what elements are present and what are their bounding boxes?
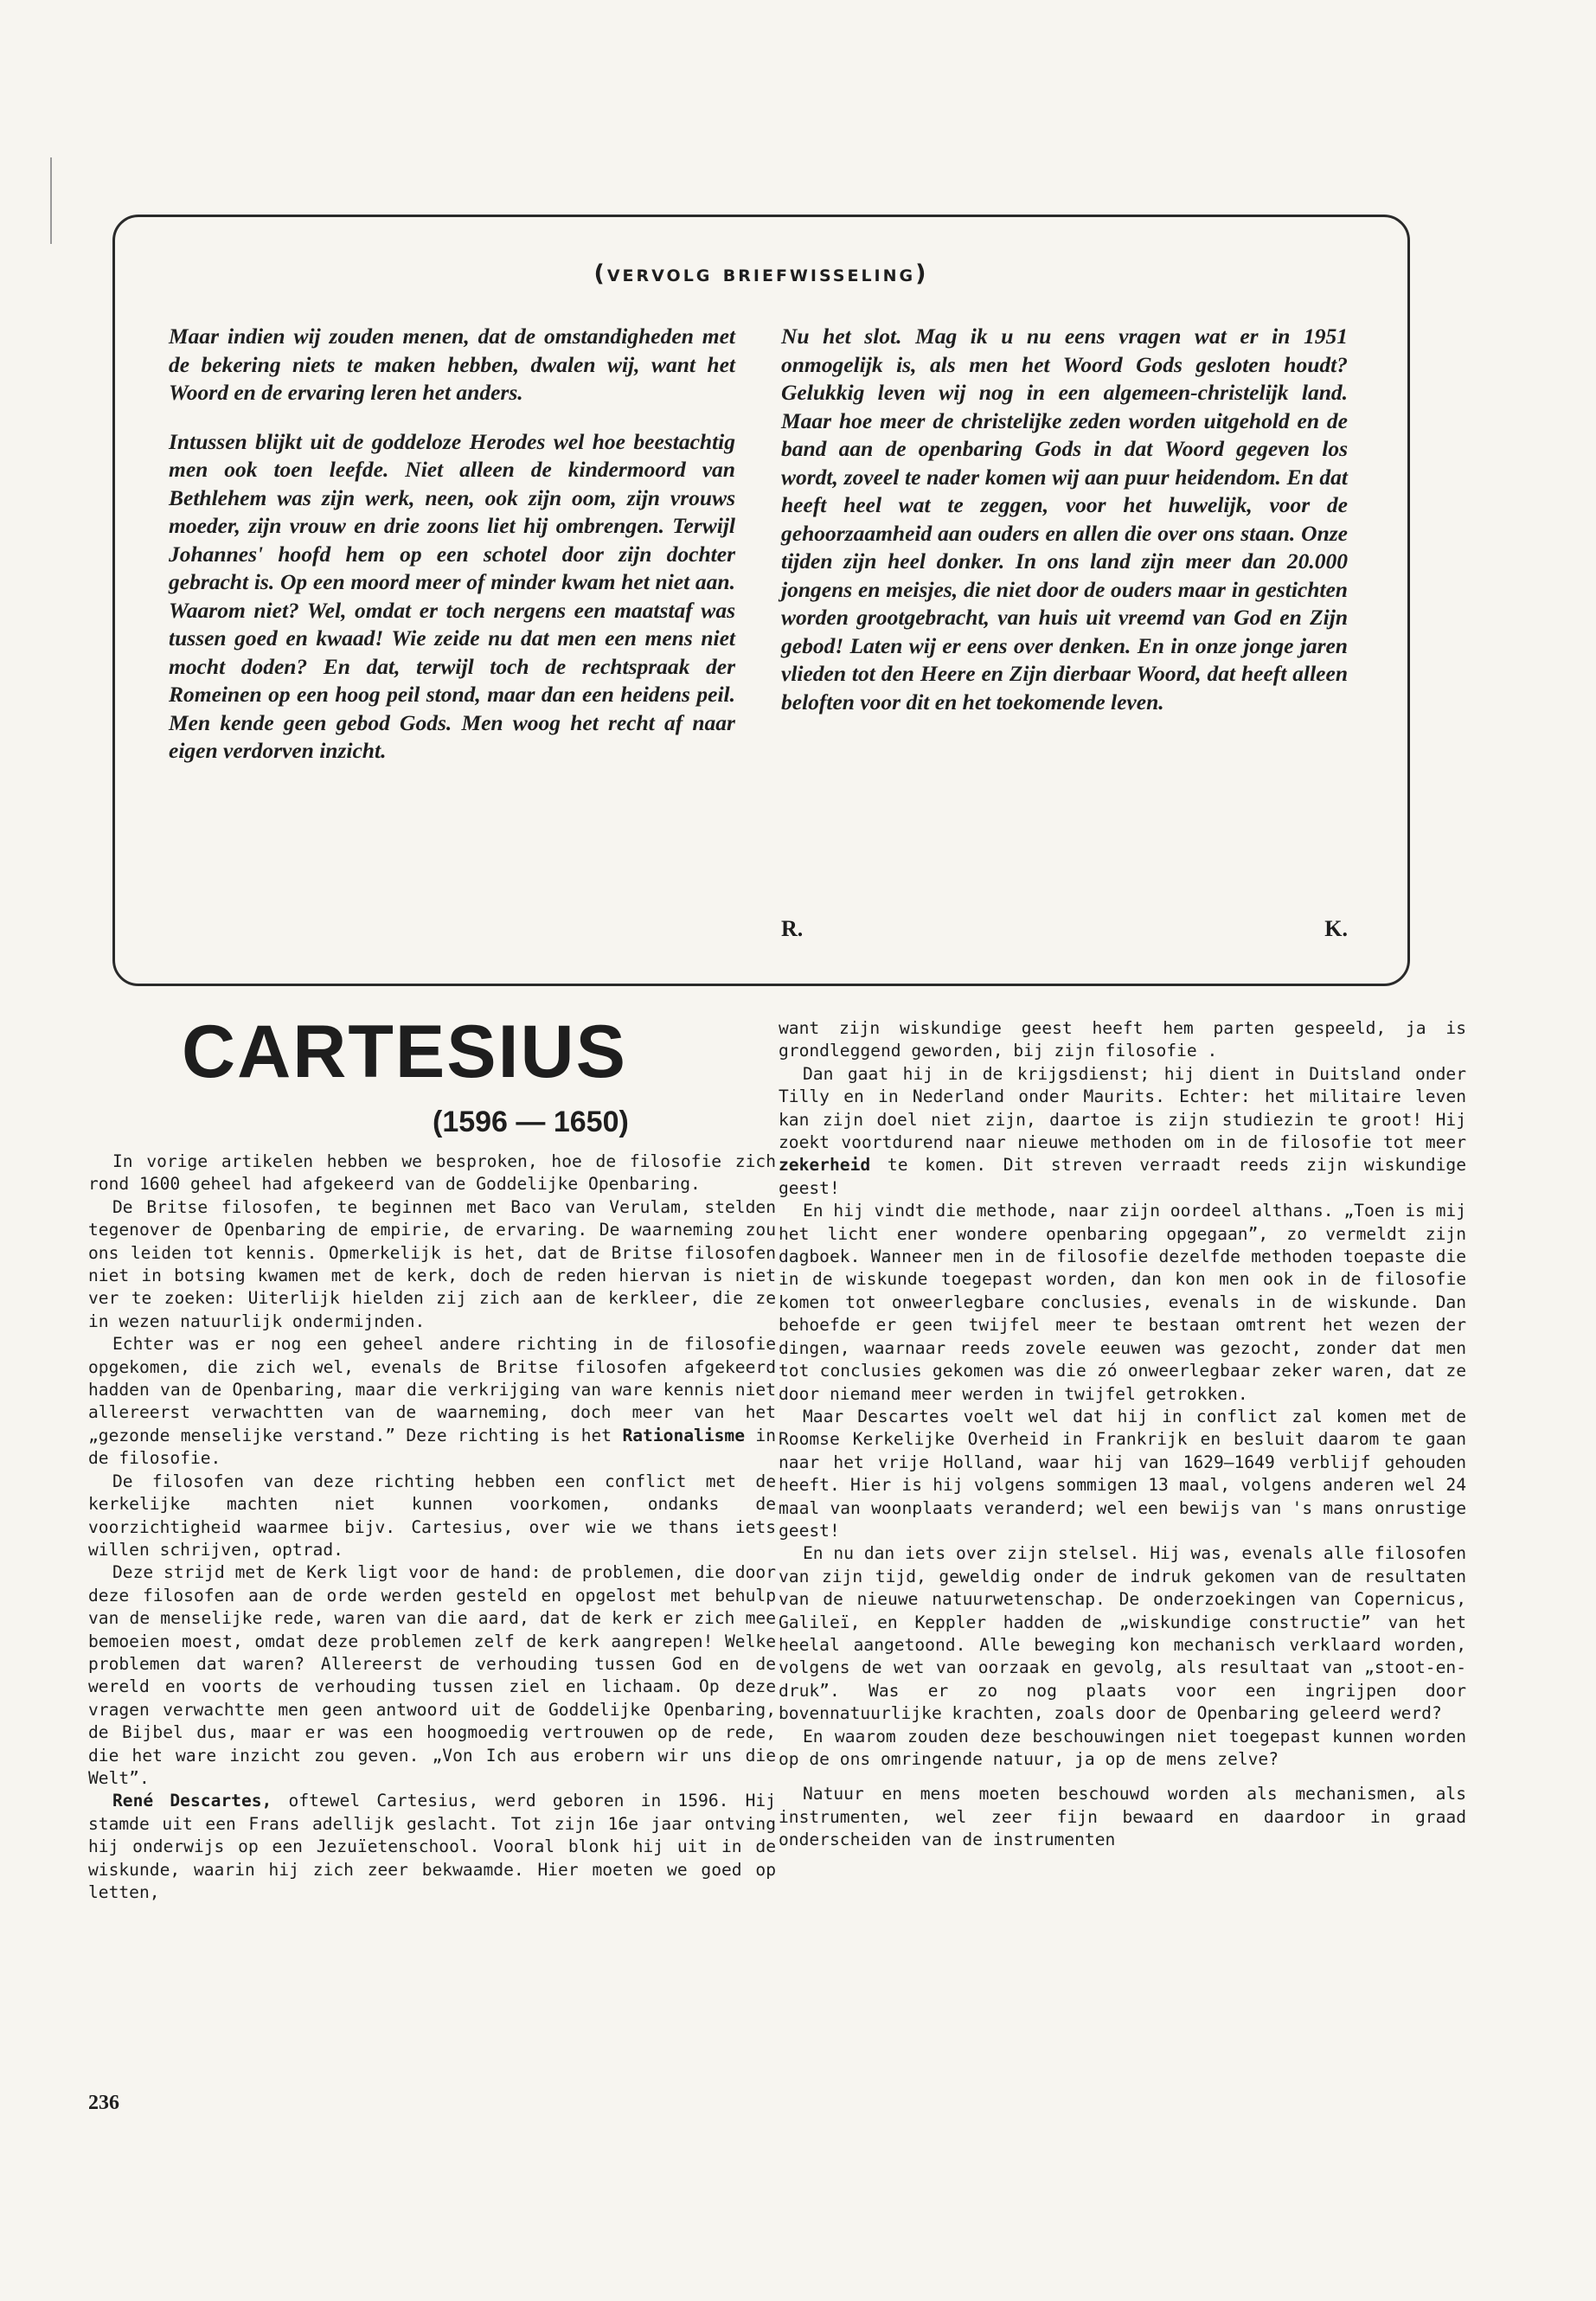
text-run: in de filosofie. <box>88 1425 776 1469</box>
article-title: CARTESIUS <box>182 1010 627 1093</box>
rationalisme-term: Rationalisme <box>622 1425 746 1445</box>
correspondence-box <box>112 215 1410 986</box>
article-paragraph <box>779 1063 1466 1200</box>
zekerheid-term: zekerheid <box>779 1155 871 1176</box>
box-paragraph: Nu het slot. Mag ik u nu eens vragen wat er in 1951 onmogelijk is, als men het Woord Gods gesloten houdt? Gelukkig leven wij nog in een algemeen-christelijk land. Maar hoe meer de christelijke zeden worden uitgehold en de band aan de openbaring Gods in dat Woord gegeven los wordt, zoveel te nader komen wij aan puur heidendom. En dat heeft heel wat te zeggen, voor het huwelijk, voor de gehoorzaamheid aan ouders en allen die over ons staan. Onze tijden zijn heel donker. In ons land zijn meer dan 20.000 jongens en meisjes, die niet door de ouders maar in gestichten worden grootgebracht, van huis uit vreemd van God en Zijn gebod! Laten wij er eens over denken. En in onze jonge jaren vlieden tot den Heere en Zijn dierbaar Woord, dat heeft alleen beloften voor dit en het toekomende leven. <box>781 324 1348 715</box>
article-title-block <box>182 1010 666 1138</box>
article-paragraph: En nu dan iets over zijn stelsel. Hij was, evenals alle filosofen van zijn tijd, geweldig onder de indruk gekomen van de resultaten van de nieuwe natuurwetenschap. De onderzoekingen van Copernicus, Galileï, en Keppler hadden de „wiskundige constructie” van het heelal aangetoond. Alle beweging kon mechanisch verklaard worden, volgens de wet van oorzaak en gevolg, als resultaat van „stoot-en-druk”. Was er zo nog plaats voor een ingrijpen door bovennatuurlijke krachten, zoals door de Openbaring geleerd werd? <box>779 1543 1466 1724</box>
signature <box>781 916 1348 942</box>
box-heading: (vervolg briefwisseling) <box>593 260 929 287</box>
signature-initial-left: R. <box>781 916 804 941</box>
article-paragraph: want zijn wiskundige geest heeft hem parten gespeeld, ja is grondleggend geworden, bij zijn filosofie . <box>779 1018 1466 1061</box>
article-paragraph: In vorige artikelen hebben we besproken, hoe de filosofie zich rond 1600 geheel had afgekeerd van de Goddelijke Openbaring. <box>88 1151 776 1195</box>
article-paragraph <box>88 1333 776 1470</box>
article-paragraph: En waarom zouden deze beschouwingen niet toegepast kunnen worden op de ons omringende natuur, ja op de mens zelve? <box>779 1726 1466 1769</box>
article-paragraph: Maar Descartes voelt wel dat hij in conflict zal komen met de Roomse Kerkelijke Overheid in Frankrijk en besluit daarom te gaan naar het vrije Holland, waar hij van 1629—1649 verblijf gehouden heeft. Hier is hij volgens sommigen 13 maal, volgens anderen wel 24 maal van woonplaats veranderd; wel een bewijs van 's mans onrustige geest! <box>779 1406 1466 1541</box>
article-paragraph: En hij vindt die methode, naar zijn oordeel althans. „Toen is mij het licht ener wondere openbaring opgegaan”, zo vermeldt zijn dagboek. Wanneer men in de filosofie dezelfde methoden toepaste die in de wiskunde toegepast worden, dan kon men ook in de filosofie komen tot onweerlegbare conclusies, evenals in de wiskunde. Dan behoefde er geen twijfel meer te bestaan omtrent het wezen der dingen, waarnaar reeds zovele eeuwen was gezocht, zonder dat men tot conclusies gekomen was die zó onweerlegbaar zeker waren, dat ze door niemand meer werden in twijfel getrokken. <box>779 1201 1466 1404</box>
article-dates: (1596 — 1650) <box>433 1106 629 1138</box>
page-number: 236 <box>88 2092 119 2114</box>
text-run: oftewel Cartesius, werd geboren in 1596. Hij stamde uit een Frans adellijk geslacht. Tot zijn 16e jaar ontving hij onderwijs op een Jezuïetenschool. Vooral blonk hij uit in de wiskunde, waarin hij zich zeer bekwaamde. Hier moeten we goed op letten, <box>88 1791 777 1902</box>
box-paragraph: Maar indien wij zouden menen, dat de omstandigheden met de bekering niets te maken hebben, dwalen wij, want het Woord en de ervaring leren het anders. <box>169 324 735 405</box>
article-paragraph: De filosofen van deze richting hebben een conflict met de kerkelijke machten niet kunnen voorkomen, ondanks de voorzichtigheid waarmee bijv. Cartesius, over wie we thans iets willen schrijven, optrad. <box>88 1471 776 1560</box>
article-paragraph <box>88 1790 776 1904</box>
box-paragraph: Intussen blijkt uit de goddeloze Herodes wel hoe beestachtig men ook toen leefde. Niet alleen de kindermoord van Bethlehem was zijn werk, neen, ook zijn oom, zijn vrouws moeder, zijn vrouw en drie zoons liet hij ombrengen. Terwijl Johannes' hoofd hem op een schotel door zijn dochter gebracht is. Op een moord meer of minder kwam het niet aan. Waarom niet? Wel, omdat er toch nergens een maatstaf was tussen goed en kwaad! Wie zeide nu dat men een mens niet mocht doden? En dat, terwijl toch de rechtspraak der Romeinen op een hoog peil stond, maar dan een heidens peil. Men kende geen gebod Gods. Men woog het recht af naar eigen verdorven inzicht. <box>169 428 735 763</box>
text-run: Echter was er nog een geheel andere richting in de filosofie opgekomen, die zich wel, evenals de Britse filosofen afgekeerd hadden van de Openbaring, maar die verkrijging van ware kennis niet allereerst verwachtten van de waarneming, doch meer van het „gezonde menselijke verstand.” Deze richting is het <box>88 1334 776 1445</box>
margin-mark <box>50 157 52 244</box>
signature-initial-right: K. <box>1324 916 1348 941</box>
article-paragraph: Natuur en mens moeten beschouwd worden als mechanismen, als instrumenten, wel zeer fijn bewaard en daardoor in graad onderscheiden van de instrumenten <box>779 1784 1466 1850</box>
article-left-column <box>88 1150 776 1904</box>
article-right-column <box>779 1017 1466 1852</box>
text-run: Dan gaat hij in de krijgsdienst; hij dient in Duitsland onder Tilly en in Nederland onder Maurits. Echter: het militaire leven kan zijn doel niet zijn, daartoe is zijn studiezin te groot! Hij zoekt voortdurend naar nieuwe methoden om in de filosofie tot meer <box>779 1063 1466 1153</box>
text-run: te komen. Dit streven verraadt reeds zijn wiskundige geest! <box>779 1155 1466 1198</box>
box-left-column <box>169 323 735 786</box>
descartes-name: René Descartes, <box>112 1791 272 1811</box>
article-paragraph: Deze strijd met de Kerk ligt voor de hand: de problemen, die door deze filosofen aan de orde werden gesteld en opgelost met behulp van de menselijke rede, waren van die aard, dat de kerk er zich mee bemoeien moest, omdat deze problemen zelf de kerk aangrepen! Welke problemen dat waren? Allereerst de verhouding tussen God en de wereld en voorts de verhouding tussen ziel en lichaam. Op deze vragen verwachtte men geen antwoord uit de Goddelijke Openbaring, de Bijbel dus, maar er was een hoogmoedig vertrouwen op de rede, die het ware inzicht zou geven. „Von Ich aus erobern wir uns die Welt”. <box>88 1562 776 1788</box>
box-right-column <box>781 323 1348 737</box>
article-paragraph: De Britse filosofen, te beginnen met Baco van Verulam, stelden tegenover de Openbaring de empirie, de ervaring. De waarneming zou ons leiden tot kennis. Opmerkelijk is het, dat de Britse filosofen niet in botsing kwamen met de kerk, doch de reden hiervan is niet ver te zoeken: Uiterlijk hielden zij zich aan de kerkleer, die ze in wezen natuurlijk ondermijnden. <box>88 1196 776 1331</box>
